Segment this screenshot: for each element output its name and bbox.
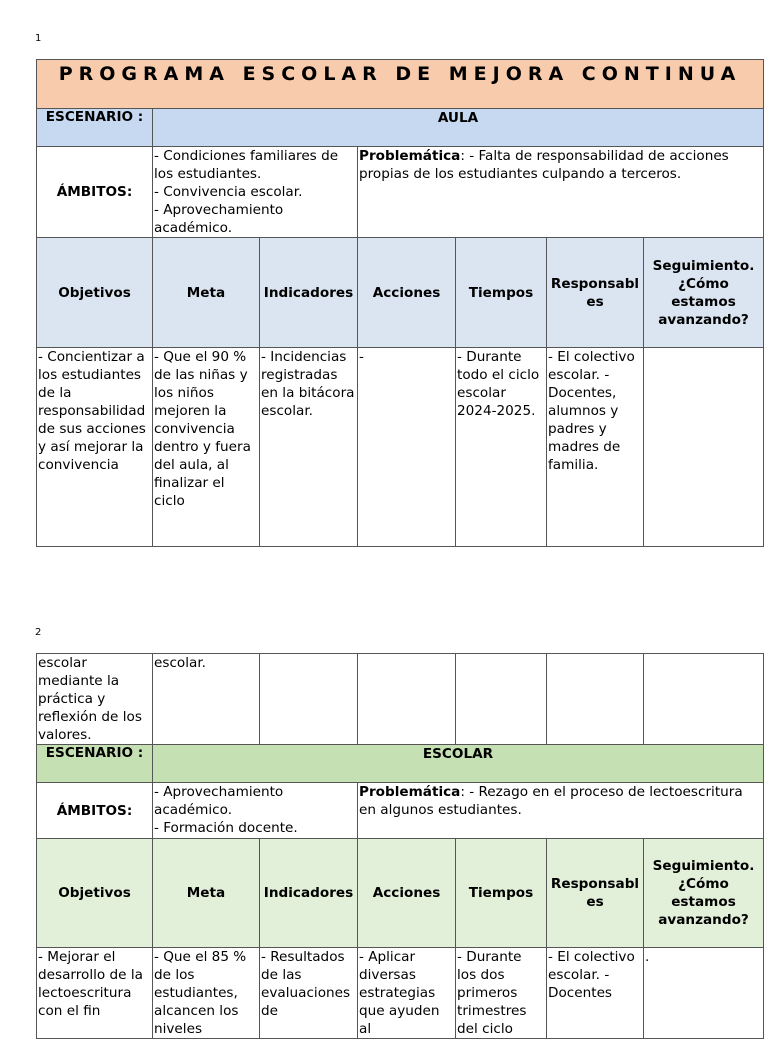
program-table-page-1 — [36, 59, 764, 547]
escenario-value: ESCOLAR — [153, 745, 764, 783]
col-header-acciones: Acciones — [358, 238, 456, 348]
col-header-seguimiento: Seguimiento. ¿Cómo estamos avanzando? — [644, 238, 764, 348]
col-header-acciones: Acciones — [358, 839, 456, 948]
cell-seguimiento — [644, 654, 764, 745]
col-header-meta: Meta — [153, 238, 260, 348]
cell-acciones: - — [358, 348, 456, 547]
ambitos-label: ÁMBITOS: — [37, 147, 153, 238]
cell-seguimiento: . — [644, 948, 764, 1039]
cell-seguimiento — [644, 348, 764, 547]
ambito-item: - Convivencia escolar. — [154, 184, 303, 200]
ambito-item: - Aprovechamiento académico. — [154, 202, 284, 236]
cell-objetivos: escolar mediante la práctica y reflexión de los valores. — [37, 654, 153, 745]
problematica-label: Problemática — [359, 148, 461, 164]
cell-meta: - Que el 90 % de las niñas y los niños mejoren la convivencia dentro y fuera del aula, al finalizar el ciclo — [153, 348, 260, 547]
cell-objetivos: - Mejorar el desarrollo de la lectoescritura con el fin — [37, 948, 153, 1039]
table-row — [37, 948, 764, 1039]
escenario-value: AULA — [153, 109, 764, 147]
cell-acciones — [358, 654, 456, 745]
cell-indicadores — [260, 654, 358, 745]
ambito-item: - Condiciones familiares de los estudiantes. — [154, 148, 339, 182]
program-table-page-2 — [36, 653, 764, 1039]
col-header-indicadores: Indicadores — [260, 839, 358, 948]
cell-responsables — [547, 654, 644, 745]
col-header-tiempos: Tiempos — [456, 238, 547, 348]
problematica-text: : - Falta de responsabilidad de acciones propias de los estudiantes culpando a terceros. — [359, 148, 729, 182]
col-header-responsables: Responsables — [547, 238, 644, 348]
cell-objetivos: - Concientizar a los estudiantes de la responsabilidad de sus acciones y así mejorar la convivencia — [37, 348, 153, 547]
cell-tiempos — [456, 654, 547, 745]
page-number: 1 — [35, 33, 42, 44]
cell-tiempos: - Durante todo el ciclo escolar 2024-2025. — [456, 348, 547, 547]
problematica-text: : - Rezago en el proceso de lectoescritura en algunos estudiantes. — [359, 784, 743, 818]
cell-acciones: - Aplicar diversas estrategias que ayuden al — [358, 948, 456, 1039]
escenario-label: ESCENARIO : — [37, 109, 153, 147]
escenario-label: ESCENARIO : — [37, 745, 153, 783]
problematica-label: Problemática — [359, 784, 461, 800]
ambito-item: - Aprovechamiento académico. — [154, 784, 284, 818]
cell-responsables: - El colectivo escolar. - Docentes — [547, 948, 644, 1039]
ambitos-list — [153, 147, 358, 238]
cell-meta: escolar. — [153, 654, 260, 745]
table-row — [37, 654, 764, 745]
ambitos-label: ÁMBITOS: — [37, 783, 153, 839]
col-header-seguimiento: Seguimiento. ¿Cómo estamos avanzando? — [644, 839, 764, 948]
cell-meta: - Que el 85 % de los estudiantes, alcancen los niveles — [153, 948, 260, 1039]
program-title: PROGRAMA ESCOLAR DE MEJORA CONTINUA — [37, 60, 764, 109]
col-header-objetivos: Objetivos — [37, 839, 153, 948]
cell-indicadores: - Resultados de las evaluaciones de — [260, 948, 358, 1039]
cell-indicadores: - Incidencias registradas en la bitácora escolar. — [260, 348, 358, 547]
col-header-meta: Meta — [153, 839, 260, 948]
table-row — [37, 348, 764, 547]
ambito-item: - Formación docente. — [154, 820, 298, 836]
cell-responsables: - El colectivo escolar. - Docentes, alumnos y padres y madres de familia. — [547, 348, 644, 547]
cell-tiempos: - Durante los dos primeros trimestres del ciclo — [456, 948, 547, 1039]
col-header-objetivos: Objetivos — [37, 238, 153, 348]
ambitos-list — [153, 783, 358, 839]
col-header-indicadores: Indicadores — [260, 238, 358, 348]
col-header-responsables: Responsables — [547, 839, 644, 948]
page-number: 2 — [35, 627, 42, 638]
col-header-tiempos: Tiempos — [456, 839, 547, 948]
problematica-cell — [358, 783, 764, 839]
problematica-cell — [358, 147, 764, 238]
